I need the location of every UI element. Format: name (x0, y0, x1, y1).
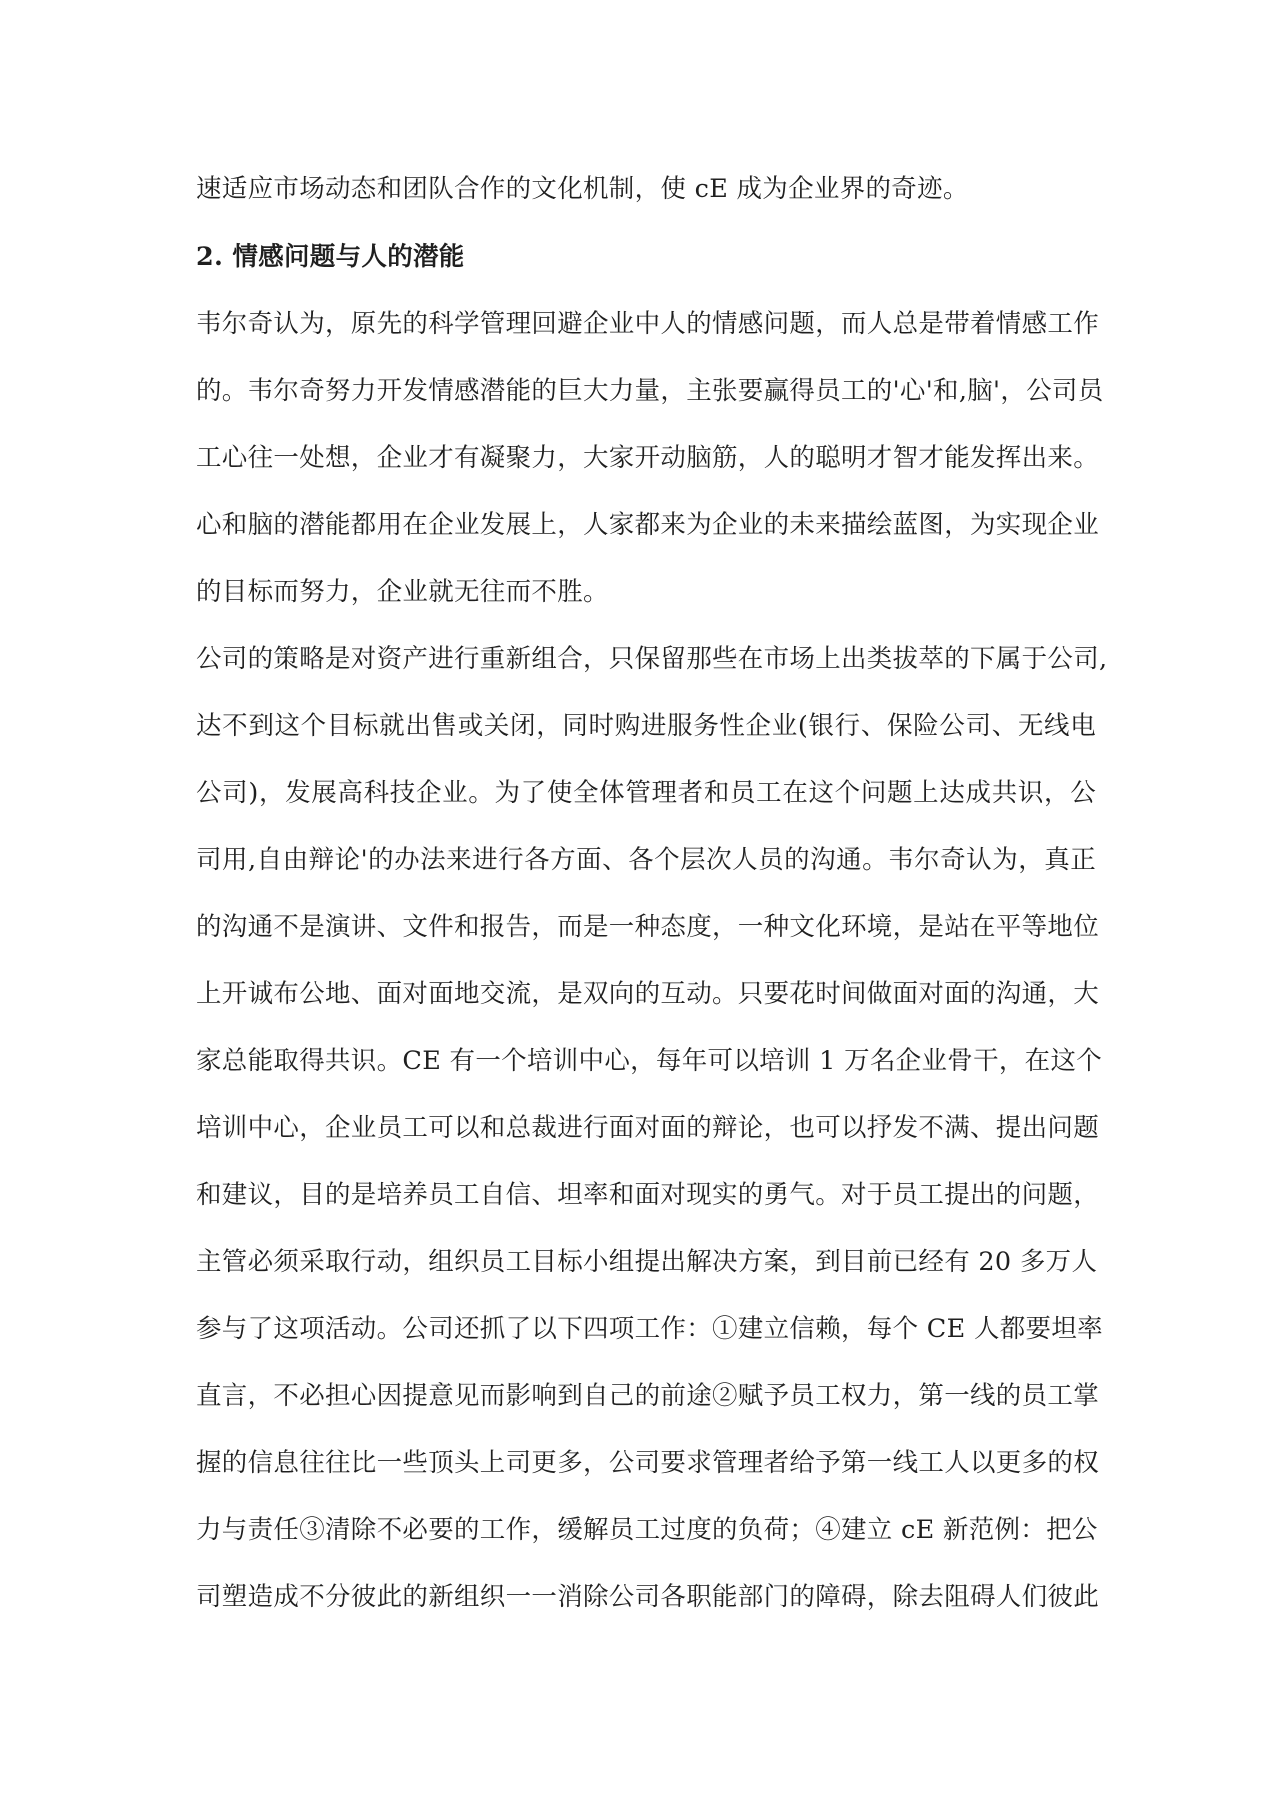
text-line-20: 力与责任③清除不必要的工作，缓解员工过度的负荷；④建立 cE 新范例：把公 (196, 1515, 1098, 1545)
text-line-19: 握的信息往往比一些顶头上司更多，公司要求管理者给予第一线工人以更多的权 (196, 1448, 1100, 1478)
text-line-18: 直言，不必担心因提意见而影响到自己的前途②赋予员工权力，第一线的员工掌 (196, 1381, 1100, 1411)
text-line-14: 培训中心，企业员工可以和总裁进行面对面的辩论，也可以抒发不满、提出问题 (196, 1113, 1100, 1143)
text-line-6: 的目标而努力，企业就无往而不胜。 (196, 577, 609, 607)
text-line-8: 达不到这个目标就出售或关闭，同时购进服务性企业(银行、保险公司、无线电 (196, 711, 1096, 741)
text-line-11: 的沟通不是演讲、文件和报告，而是一种态度，一种文化环境，是站在平等地位 (196, 912, 1100, 942)
text-line-15: 和建议，目的是培养员工自信、坦率和面对现实的勇气。对于员工提出的问题， (196, 1180, 1100, 1210)
text-line-16: 主管必须采取行动，组织员工目标小组提出解决方案，到目前已经有 20 多万人 (196, 1247, 1098, 1277)
text-line-2: 韦尔奇认为，原先的科学管理回避企业中人的情感问题，而人总是带着情感工作 (196, 309, 1100, 339)
text-line-21: 司塑造成不分彼此的新组织一一消除公司各职能部门的障碍，除去阻碍人们彼此 (196, 1582, 1100, 1612)
text-line-12: 上开诚布公地、面对面地交流，是双向的互动。只要花时间做面对面的沟通，大 (196, 979, 1100, 1009)
text-line-10: 司用,自由辩论'的办法来进行各方面、各个层次人员的沟通。韦尔奇认为，真正 (196, 845, 1096, 875)
text-line-17: 参与了这项活动。公司还抓了以下四项工作：①建立信赖，每个 CE 人都要坦率 (196, 1314, 1103, 1344)
text-line-13: 家总能取得共识。CE 有一个培训中心，每年可以培训 1 万名企业骨干，在这个 (196, 1046, 1103, 1076)
text-line-9: 公司)，发展高科技企业。为了使全体管理者和员工在这个问题上达成共识，公 (196, 778, 1096, 808)
text-line-4: 工心往一处想，企业才有凝聚力，大家开动脑筋，人的聪明才智才能发挥出来。 (196, 443, 1100, 473)
text-line-7: 公司的策略是对资产进行重新组合，只保留那些在市场上出类拔萃的下属于公司, (196, 644, 1108, 674)
text-line-3: 的。韦尔奇努力开发情感潜能的巨大力量，主张要赢得员工的'心'和,脑'，公司员 (196, 376, 1104, 406)
section-heading: 2. 情感问题与人的潜能 (196, 242, 465, 272)
text-line-1: 速适应市场动态和团队合作的文化机制，使 cE 成为企业界的奇迹。 (196, 174, 969, 204)
text-line-5: 心和脑的潜能都用在企业发展上，人家都来为企业的未来描绘蓝图，为实现企业 (196, 510, 1100, 540)
